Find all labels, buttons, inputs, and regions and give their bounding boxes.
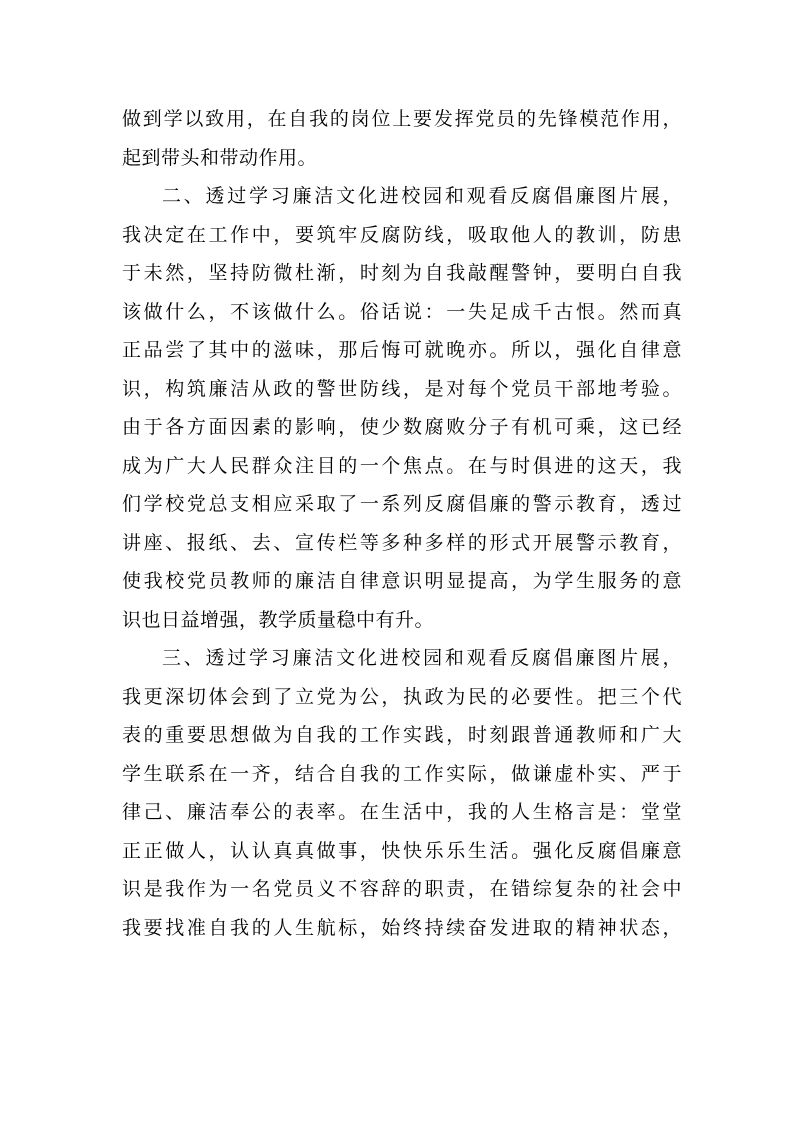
text-line: 由于各方面因素的影响，使少数腐败分子有机可乘，这已经 [122, 416, 682, 438]
text-line: 我更深切体会到了立党为公，执政为民的必要性。把三个代 [122, 685, 682, 708]
text-line: 成为广大人民群众注目的一个焦点。在与时俱进的这天，我 [122, 454, 682, 477]
text-line: 使我校党员教师的廉洁自律意识明显提高，为学生服务的意 [122, 570, 682, 592]
text-line: 学生联系在一齐，结合自我的工作实际，做谦虚朴实、严于 [122, 762, 682, 785]
text-line: 该做什么，不该做什么。俗话说：一失足成千古恨。然而真 [122, 300, 682, 323]
text-line: 正正做人，认认真真做事，快快乐乐生活。强化反腐倡廉意 [122, 839, 682, 862]
text-line: 二、透过学习廉洁文化进校园和观看反腐倡廉图片展， [162, 185, 682, 207]
text-line: 表的重要思想做为自我的工作实践，时刻跟普通教师和广大 [122, 724, 682, 746]
text-line: 正品尝了其中的滋味，那后悔可就晚亦。所以，强化自律意 [122, 339, 682, 361]
text-line: 识是我作为一名党员义不容辞的职责，在错综复杂的社会中 [122, 878, 682, 900]
text-line: 起到带头和带动作用。 [122, 146, 318, 169]
text-line: 律己、廉洁奉公的表率。在生活中，我的人生格言是：堂堂 [122, 801, 682, 823]
text-line: 们学校党总支相应采取了一系列反腐倡廉的警示教育，透过 [122, 493, 682, 515]
text-line: 我决定在工作中，要筑牢反腐防线，吸取他人的教训，防患 [122, 223, 682, 246]
text-line: 我要找准自我的人生航标，始终持续奋发进取的精神状态， [122, 916, 682, 939]
text-line: 三、透过学习廉洁文化进校园和观看反腐倡廉图片展， [162, 647, 682, 669]
text-line: 识也日益增强，教学质量稳中有升。 [122, 608, 435, 631]
text-line: 做到学以致用，在自我的岗位上要发挥党员的先锋模范作用， [122, 108, 682, 130]
text-line: 识，构筑廉洁从政的警世防线，是对每个党员干部地考验。 [122, 377, 682, 400]
text-line: 讲座、报纸、去、宣传栏等多种多样的形式开展警示教育， [122, 531, 682, 554]
document-body [122, 100, 682, 947]
text-line: 于未然，坚持防微杜渐，时刻为自我敲醒警钟，要明白自我 [122, 262, 682, 284]
